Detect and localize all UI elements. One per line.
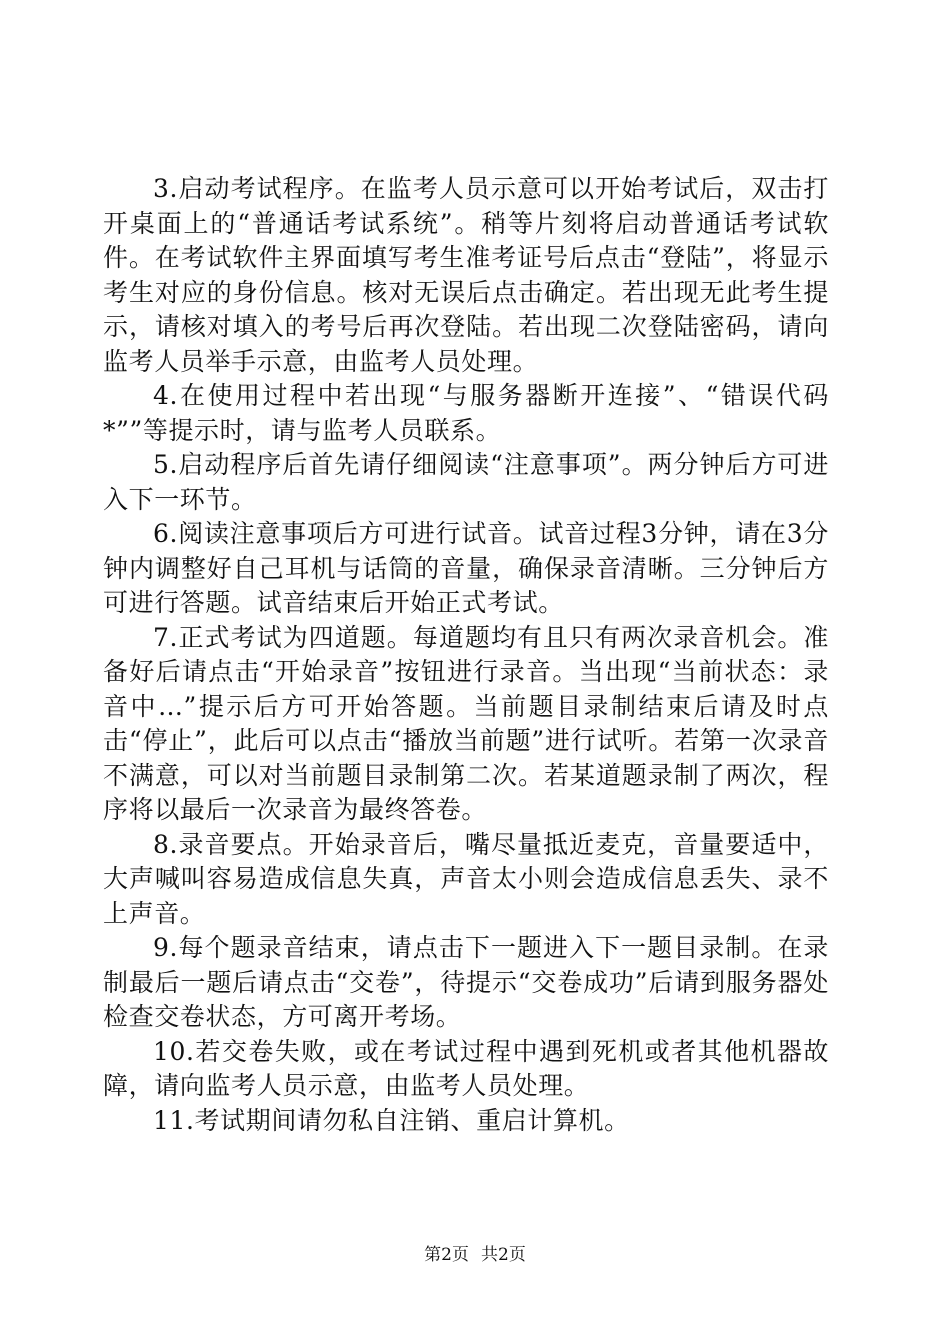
paragraph-item-4: 4.在使用过程中若出现“与服务器断开连接”、“错误代码*””等提示时，请与监考人员联系。 [103,381,829,445]
paragraph-item-11: 11.考试期间请勿私自注销、重启计算机。 [153,1105,630,1135]
page-number: 第2页 [424,1245,469,1265]
document-body [103,172,829,1138]
paragraph-item-8: 8.录音要点。开始录音后，嘴尽量抵近麦克，音量要适中，大声喊叫容易造成信息失真，声音太小则会造成信息丢失、录不上声音。 [103,829,829,928]
paragraph-item-7: 7.正式考试为四道题。每道题均有且只有两次录音机会。准备好后请点击“开始录音”按钮进行录音。当出现“当前状态：录音中…”提示后方可开始答题。当前题目录制结束后请及时点击“停止”，此后可以点击“播放当前题”进行试听。若第一次录音不满意，可以对当前题目录制第二次。若某道题录制了两次，程序将以最后一次录音为最终答卷。 [103,622,829,824]
paragraph-item-3: 3.启动考试程序。在监考人员示意可以开始考试后，双击打开桌面上的“普通话考试系统”。稍等片刻将启动普通话考试软件。在考试软件主界面填写考生准考证号后点击“登陆”，将显示考生对应的身份信息。核对无误后点击确定。若出现无此考生提示，请核对填入的考号后再次登陆。若出现二次登陆密码，请向监考人员举手示意，由监考人员处理。 [103,174,829,376]
paragraph-item-9: 9.每个题录音结束，请点击下一题进入下一题目录制。在录制最后一题后请点击“交卷”，待提示“交卷成功”后请到服务器处检查交卷状态，方可离开考场。 [103,933,829,1031]
page-total: 共2页 [481,1245,526,1265]
page-footer [0,1244,950,1266]
paragraph-item-6: 6.阅读注意事项后方可进行试音。试音过程3分钟，请在3分钟内调整好自己耳机与话筒的音量，确保录音清晰。三分钟后方可进行答题。试音结束后开始正式考试。 [103,519,829,617]
paragraph-item-5: 5.启动程序后首先请仔细阅读“注意事项”。两分钟后方可进入下一环节。 [103,450,829,514]
paragraph-item-10: 10.若交卷失败，或在考试过程中遇到死机或者其他机器故障，请向监考人员示意，由监考人员处理。 [103,1036,829,1100]
